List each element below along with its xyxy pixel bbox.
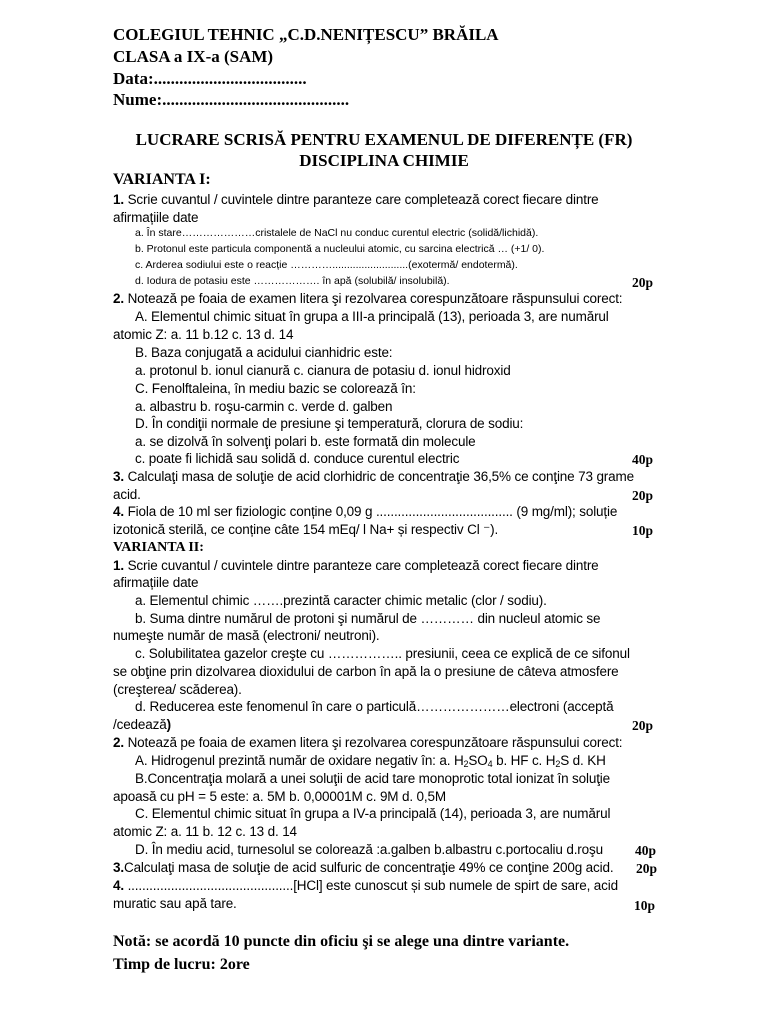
v2-q1-item-d-line2 xyxy=(113,718,171,732)
v2-q1-line2: afirmațiile date xyxy=(113,575,199,590)
v2-q2-A-line xyxy=(135,754,606,769)
v1-q3-number: 3. xyxy=(113,469,124,484)
v2-q2-A-sub3: 2 xyxy=(555,759,561,769)
v2-q2-points: 40p xyxy=(634,843,656,858)
v1-q2-A-line1: A. Elementul chimic situat în grupa a III-a principală (13), perioada 3, are numărul xyxy=(135,309,609,324)
v2-q1-item-a: a. Elementul chimic …….prezintă caracter chimic metalic (clor / sodiu). xyxy=(135,593,547,608)
v1-q1-item-d: d. Iodura de potasiu este ………………. în apă (solubilă/ insolubilă). xyxy=(135,275,450,287)
v2-q4-points: 10p xyxy=(633,898,655,913)
exam-title: LUCRARE SCRISĂ PENTRU EXAMENUL DE DIFERENȚE (FR) xyxy=(135,130,633,149)
date-field: Data:.................................... xyxy=(113,69,307,88)
v2-q1-item-d-line1: d. Reducerea este fenomenul în care o particulă…………………electroni (acceptă xyxy=(135,699,614,714)
v2-q1-item-c-line1: c. Solubilitatea gazelor creşte cu …………….. presiunii, ceea ce explică de ce sifonul xyxy=(135,646,630,661)
v2-q1-points: 20p xyxy=(631,718,653,733)
v2-q4-instruction: ..............................................[HCl] este cunoscut și sub numele de spirt de sare, acid xyxy=(123,878,618,893)
v2-q1-item-d-paren: ) xyxy=(166,717,171,732)
v1-q2-B-line1: B. Baza conjugată a acidului cianhidric este: xyxy=(135,345,393,360)
v2-q1-item-b-line2: numeşte număr de masă (electroni/ neutroni). xyxy=(113,628,380,643)
v2-q2-number: 2. xyxy=(113,735,124,750)
v1-q3-points: 20p xyxy=(631,488,653,503)
name-field: Nume:............................................ xyxy=(113,90,350,109)
v1-q2-D-options-1: a. se dizolvă în solvenţi polari b. este formată din molecule xyxy=(135,434,476,449)
v2-q2-instruction: Notează pe foaia de examen litera şi rezolvarea corespunzătoare răspunsului corect: xyxy=(123,735,623,750)
v2-q1-line1 xyxy=(113,559,599,573)
v2-q1-item-c-line2: se obţine prin dizolvarea dioxidului de carbon în apă la o presiune de câteva atmosfere xyxy=(113,664,619,679)
variant-1-heading: VARIANTA I: xyxy=(113,171,211,188)
v2-q3-number: 3. xyxy=(113,860,124,875)
v1-q2-D-options-2: c. poate fi lichidă sau solidă d. conduce curentul electric xyxy=(135,451,460,466)
v2-q1-number: 1. xyxy=(113,558,124,573)
v1-q2-text xyxy=(113,292,622,306)
v2-q2-D-line1: D. În mediu acid, turnesolul se colorează :a.galben b.albastru c.portocaliu d.roşu xyxy=(135,842,603,857)
v1-q1-instruction: Scrie cuvantul / cuvintele dintre paranteze care completează corect fiecare dintre xyxy=(123,192,599,207)
v2-q4-number: 4. xyxy=(113,878,124,893)
v1-q1-points: 20p xyxy=(631,275,653,290)
v2-q2-A-sub1: 2 xyxy=(463,759,469,769)
v2-q2-B-line1: B.Concentraţia molară a unei soluţii de acid tare monoprotic total ionizat în soluţie xyxy=(135,771,611,786)
v1-q4-number: 4. xyxy=(113,504,124,519)
v1-q4-line2: izotonică sterilă, ce conține câte 154 mEq/ l Na+ și respectiv Cl ⁻). xyxy=(113,522,499,537)
v1-q1-text-line1 xyxy=(113,193,599,207)
v1-q3-line1 xyxy=(113,470,634,484)
v1-q4-points: 10p xyxy=(631,523,653,538)
v1-q2-points: 40p xyxy=(631,452,653,467)
variant-2-heading: VARIANTA II: xyxy=(113,540,204,555)
v2-q3-points: 20p xyxy=(635,861,657,876)
v2-q4-line1 xyxy=(113,879,618,893)
v2-q2-A-text4: S d. KH xyxy=(560,753,606,768)
v1-q2-C-options: a. albastru b. roşu-carmin c. verde d. galben xyxy=(135,399,393,414)
v2-q2-A-sub2: 4 xyxy=(487,759,493,769)
v2-q2-A-text2: SO xyxy=(468,753,488,768)
v1-q4-line1 xyxy=(113,505,617,519)
v1-q3-instruction: Calculaţi masa de soluţie de acid clorhidric de concentraţie 36,5% ce conţine 73 grame xyxy=(123,469,634,484)
v2-q4-line2: muratic sau apă tare. xyxy=(113,896,237,911)
v1-q2-A-options: atomic Z: a. 11 b.12 c. 13 d. 14 xyxy=(113,327,294,342)
v2-q2-A-text: A. Hidrogenul prezintă număr de oxidare negativ în: a. H xyxy=(135,753,464,768)
work-time: Timp de lucru: 2ore xyxy=(113,956,250,973)
v2-q3-line xyxy=(113,861,613,875)
v1-q1-text-line2: afirmațiile date xyxy=(113,210,199,225)
v2-q2-A-text3: b. HF c. H xyxy=(492,753,556,768)
v1-q2-B-options: a. protonul b. ionul cianură c. cianura de potasiu d. ionul hidroxid xyxy=(135,363,511,378)
school-name: COLEGIUL TEHNIC „C.D.NENIȚESCU” BRĂILA xyxy=(113,25,499,44)
v1-q1-item-a: a. În stare…………………cristalele de NaCl nu conduc curentul electric (solidă/lichidă). xyxy=(135,227,539,239)
v1-q2-D-line1: D. În condiţii normale de presiune şi temperatură, clorura de sodiu: xyxy=(135,416,524,431)
v1-q2-number: 2. xyxy=(113,291,124,306)
v2-q2-text xyxy=(113,736,622,750)
v2-q2-C-line1: C. Elementul chimic situat în grupa a IV-a principală (14), perioada 3, are numărul xyxy=(135,806,611,821)
v1-q1-item-b: b. Protonul este particula componentă a nucleului atomic, cu sarcina electrică … (+1/ 0). xyxy=(135,243,545,255)
subject-title: DISCIPLINA CHIMIE xyxy=(299,151,469,170)
v1-q1-number: 1. xyxy=(113,192,124,207)
v2-q1-item-c-line3: (creşterea/ scăderea). xyxy=(113,682,242,697)
grading-note: Notă: se acordă 10 puncte din oficiu şi se alege una dintre variante. xyxy=(113,933,570,950)
v2-q1-item-b-line1: b. Suma dintre numărul de protoni şi numărul de ………… din nucleul atomic se xyxy=(135,611,601,626)
v2-q2-C-line2: atomic Z: a. 11 b. 12 c. 13 d. 14 xyxy=(113,824,297,839)
v2-q3-instruction: Calculaţi masa de soluţie de acid sulfuric de concentraţie 49% ce conţine 200g acid. xyxy=(123,860,614,875)
v1-q2-C-line1: C. Fenolftaleina, în mediu bazic se colorează în: xyxy=(135,381,416,396)
v1-q3-line2: acid. xyxy=(113,487,141,502)
class-label: CLASA a IX-a (SAM) xyxy=(113,47,274,66)
v1-q1-item-c: c. Arderea sodiului este o reacție …………..........................(exotermă/ endotermă). xyxy=(135,259,518,271)
v2-q2-B-line2: apoasă cu pH = 5 este: a. 5M b. 0,00001M c. 9M d. 0,5M xyxy=(113,789,446,804)
v2-q1-item-d-text: /cedează xyxy=(113,717,167,732)
v2-q1-instruction: Scrie cuvantul / cuvintele dintre paranteze care completează corect fiecare dintre xyxy=(123,558,599,573)
v1-q4-instruction: Fiola de 10 ml ser fiziologic conține 0,09 g ...................................... (9 mg/ml); soluție xyxy=(123,504,618,519)
v1-q2-instruction: Notează pe foaia de examen litera şi rezolvarea corespunzătoare răspunsului corect: xyxy=(123,291,623,306)
